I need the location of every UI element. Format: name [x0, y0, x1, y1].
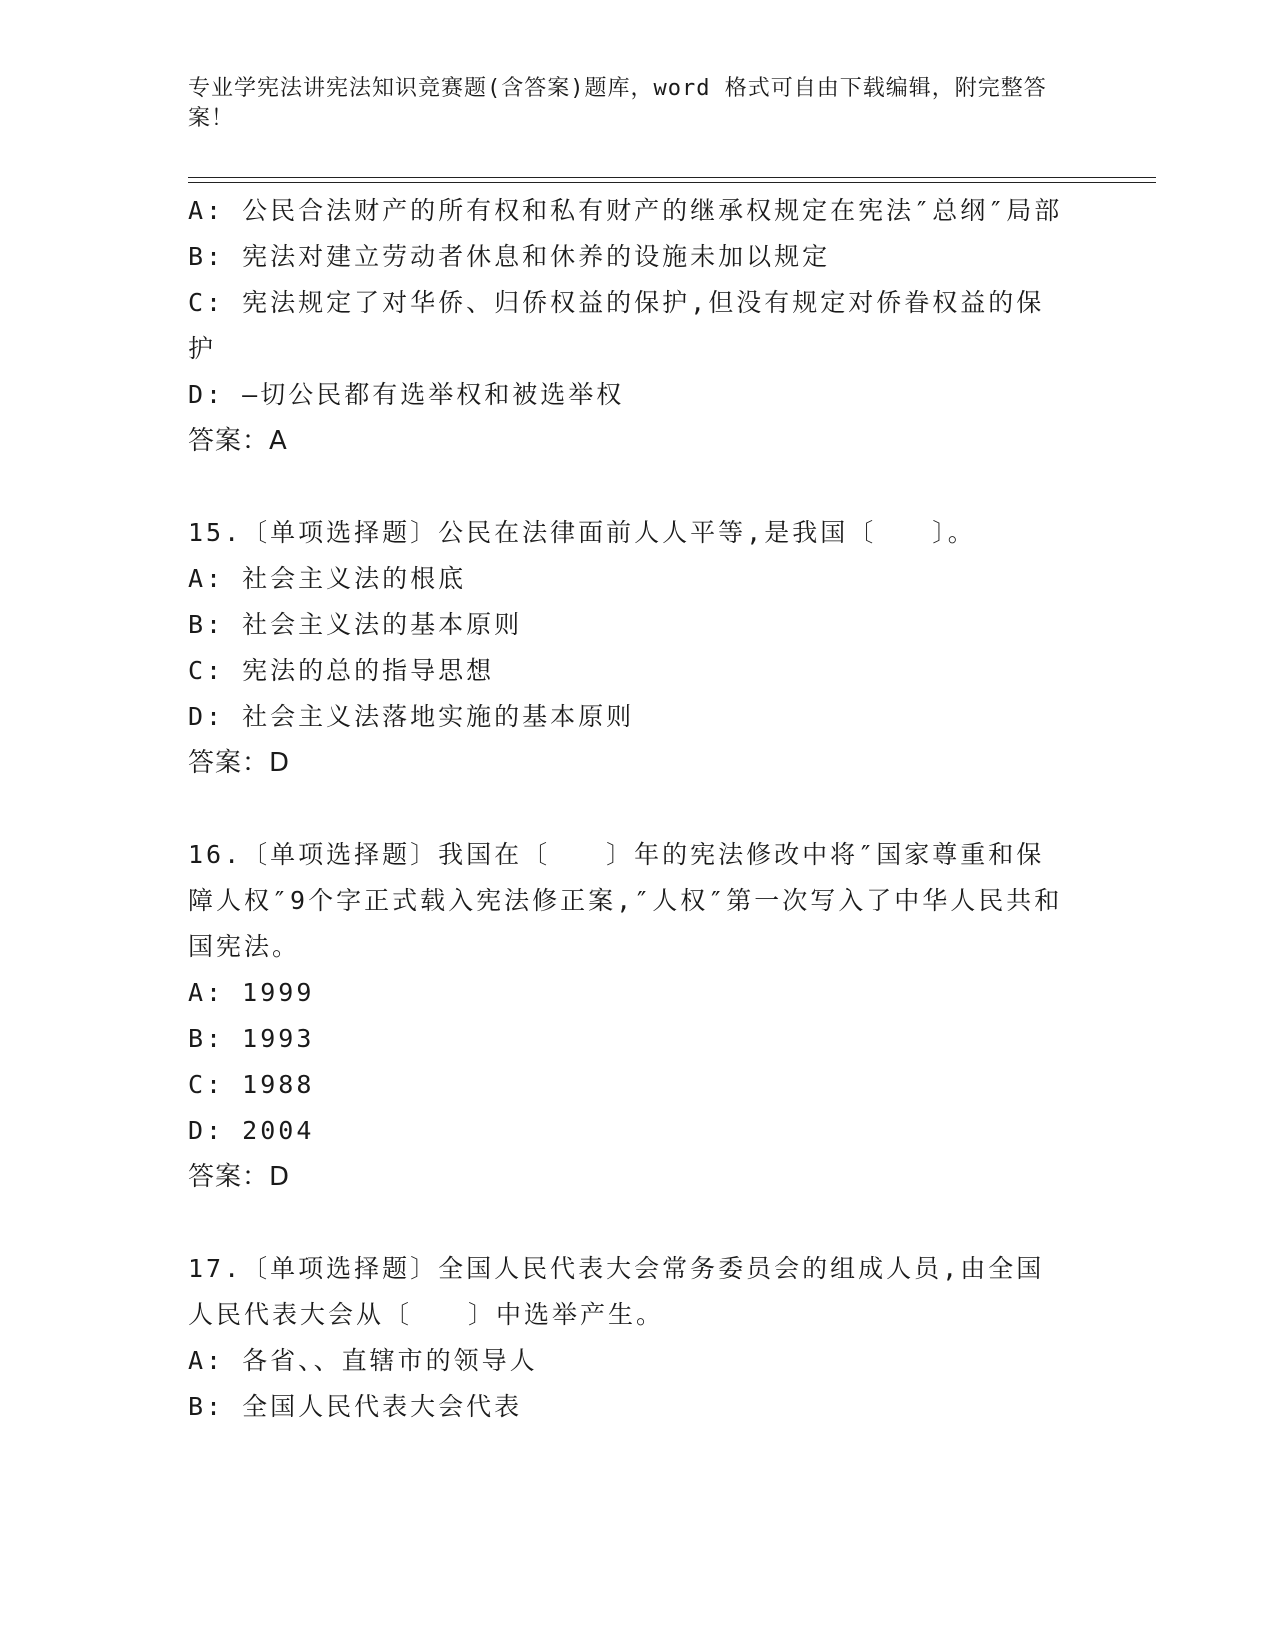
- option-d: [188, 372, 1088, 418]
- option-label: D:: [188, 380, 225, 409]
- option-b: [188, 1384, 1088, 1430]
- option-label: D:: [188, 1116, 225, 1145]
- option-b: [188, 1016, 1088, 1062]
- option-b: [188, 234, 1088, 280]
- spacer: [188, 464, 1088, 510]
- spacer: [188, 786, 1088, 832]
- option-c: [188, 280, 1068, 372]
- option-text: 各省、、直辖市的领导人: [242, 1346, 538, 1375]
- option-text: 1988: [242, 1070, 315, 1099]
- option-d: [188, 694, 1088, 740]
- option-label: A:: [188, 978, 225, 1007]
- document-header: 专业学宪法讲宪法知识竞赛题(含答案)题库，word 格式可自由下载编辑，附完整答案！: [188, 76, 1047, 131]
- option-text: 全国人民代表大会代表: [242, 1392, 523, 1421]
- option-text: 1999: [242, 978, 315, 1007]
- option-label: A:: [188, 196, 225, 225]
- answer-line: 答案：D: [188, 1162, 291, 1192]
- option-a: [188, 970, 1088, 1016]
- option-a: [188, 1338, 1088, 1384]
- option-text: 宪法的总的指导思想: [242, 656, 495, 685]
- option-label: C:: [188, 288, 225, 317]
- option-text: 社会主义法的基本原则: [242, 610, 523, 639]
- option-c: [188, 648, 1088, 694]
- option-label: A:: [188, 1346, 225, 1375]
- answer-line: 答案：A: [188, 426, 288, 456]
- option-text: 2004: [242, 1116, 315, 1145]
- option-text: 宪法规定了对华侨、归侨权益的保护,但没有规定对侨眷权益的保护: [188, 288, 1045, 363]
- option-a: [188, 556, 1088, 602]
- question-stem: 17.〔单项选择题〕全国人民代表大会常务委员会的组成人员,由全国人民代表大会从〔 〕中选举产生。: [188, 1254, 1045, 1329]
- header-rule-bottom: [188, 182, 1156, 183]
- header-rule-top: [188, 177, 1156, 178]
- option-d: [188, 1108, 1088, 1154]
- option-text: 1993: [242, 1024, 315, 1053]
- option-c: [188, 1062, 1088, 1108]
- question-content: [188, 188, 1088, 1430]
- option-label: C:: [188, 1070, 225, 1099]
- option-label: A:: [188, 564, 225, 593]
- option-a: [188, 188, 1068, 234]
- option-label: B:: [188, 1024, 225, 1053]
- spacer: [188, 1200, 1088, 1246]
- option-label: D:: [188, 702, 225, 731]
- option-text: 宪法对建立劳动者休息和休养的设施未加以规定: [242, 242, 831, 271]
- option-label: B:: [188, 1392, 225, 1421]
- question-stem: 16.〔单项选择题〕我国在〔 〕年的宪法修改中将″国家尊重和保障人权″9个字正式载入宪法修正案,″人权″第一次写入了中华人民共和国宪法。: [188, 840, 1063, 961]
- option-text: 公民合法财产的所有权和私有财产的继承权规定在宪法″总纲″局部: [242, 196, 1063, 225]
- option-label: B:: [188, 610, 225, 639]
- option-b: [188, 602, 1088, 648]
- question-stem: 15.〔单项选择题〕公民在法律面前人人平等,是我国〔 〕。: [188, 518, 976, 547]
- answer-line: 答案：D: [188, 748, 291, 778]
- option-label: C:: [188, 656, 225, 685]
- option-text: —切公民都有选举权和被选举权: [242, 380, 625, 409]
- option-text: 社会主义法的根底: [242, 564, 467, 593]
- option-text: 社会主义法落地实施的基本原则: [242, 702, 635, 731]
- option-label: B:: [188, 242, 225, 271]
